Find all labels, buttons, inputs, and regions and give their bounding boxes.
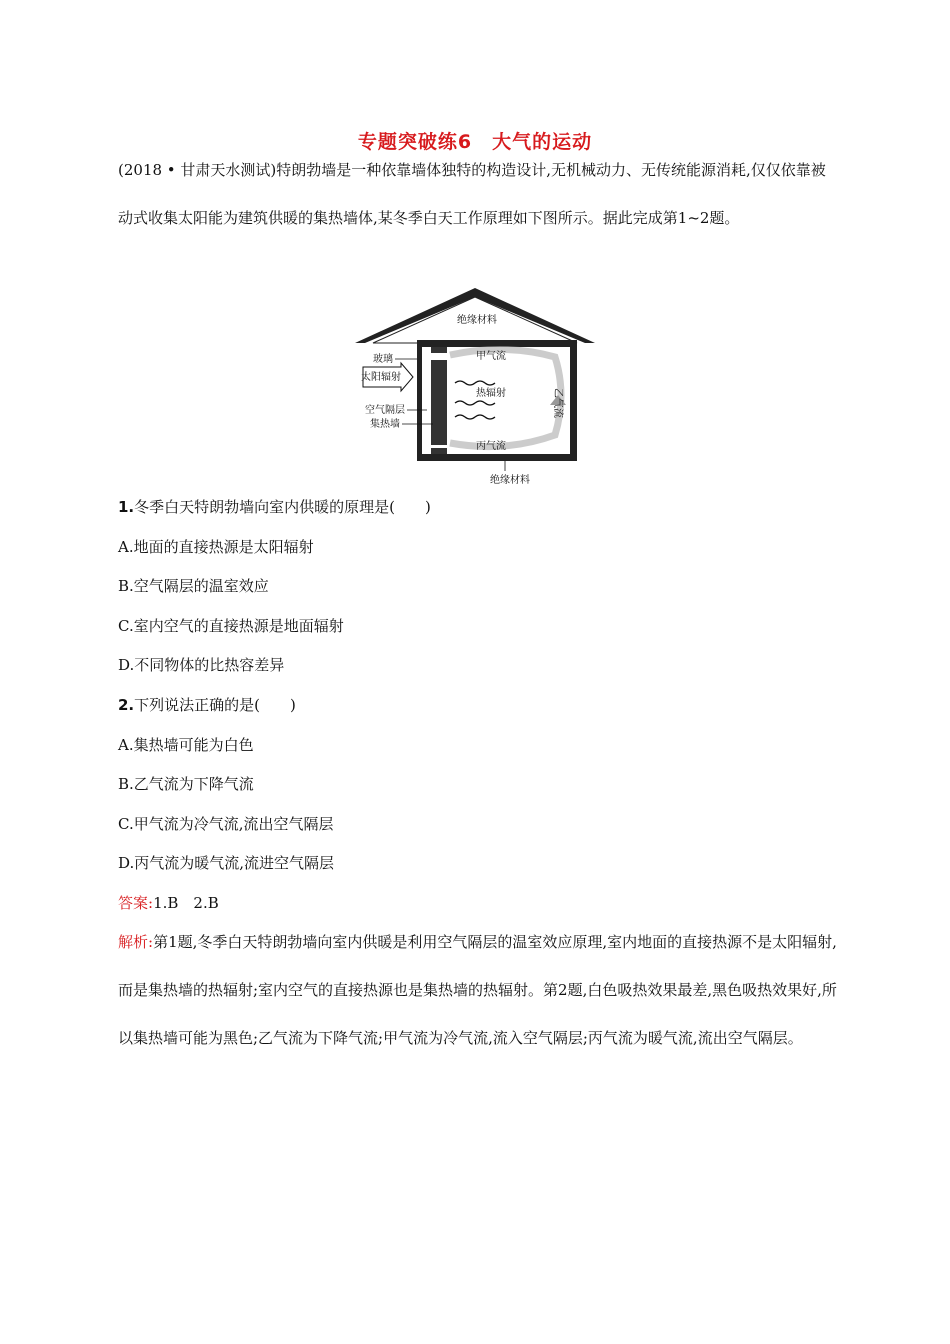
analysis-text: 第1题,冬季白天特朗勃墙向室内供暖是利用空气隔层的温室效应原理,室内地面的直接热源不是太阳辐射,而是集热墙的热辐射;室内空气的直接热源也是集热墙的热辐射。第2题,白色吸热效果最差,黑色吸热效果好,所以集热墙可能为黑色;乙气流为下降气流;甲气流为冷气流,流入空气隔层;丙气流为暖气流,流出空气隔层。 bbox=[118, 933, 837, 1047]
analysis-paragraph bbox=[118, 918, 838, 1062]
question-2-number: 2. bbox=[118, 696, 135, 714]
page-title: 专题突破练6 大气的运动 bbox=[357, 131, 593, 153]
question-1-number: 1. bbox=[118, 498, 135, 516]
right-wall bbox=[570, 340, 577, 461]
top-insulation-label: 绝缘材料 bbox=[457, 315, 497, 326]
floor-insulation bbox=[417, 454, 577, 461]
heat-collecting-wall bbox=[431, 360, 447, 445]
intro-paragraph: (2018 • 甘肃天水测试)特朗勃墙是一种依靠墙体独特的构造设计,无机械动力、无传统能源消耗,仅仅依靠被动式收集太阳能为建筑供暖的集热墙体,某冬季白天工作原理如下图所示。据此完成第1~2题。 bbox=[118, 161, 826, 227]
question-1-option-d: D.不同物体的比热容差异 bbox=[118, 656, 285, 674]
heat-wall-label: 集热墙 bbox=[370, 419, 400, 430]
air-layer-label: 空气隔层 bbox=[365, 405, 405, 416]
ceiling-insulation bbox=[417, 340, 577, 347]
bottom-insulation-label: 绝缘材料 bbox=[490, 475, 530, 486]
answer-label: 答案: bbox=[118, 894, 154, 912]
flow-b-label: 乙气流 bbox=[552, 388, 563, 418]
question-2-option-d: D.丙气流为暖气流,流进空气隔层 bbox=[118, 854, 335, 872]
analysis-label: 解析: bbox=[118, 933, 154, 951]
question-2-option-a: A.集热墙可能为白色 bbox=[118, 736, 254, 754]
trombe-wall-diagram bbox=[355, 285, 595, 490]
question-2 bbox=[118, 694, 296, 715]
answer-line bbox=[118, 892, 219, 913]
solar-radiation-label: 太阳辐射 bbox=[361, 372, 401, 383]
answer-text: 1.B 2.B bbox=[153, 894, 219, 912]
question-1 bbox=[118, 496, 431, 517]
question-1-option-b: B.空气隔层的温室效应 bbox=[118, 577, 269, 595]
question-2-option-b: B.乙气流为下降气流 bbox=[118, 775, 254, 793]
glass-label: 玻璃 bbox=[373, 354, 393, 365]
glass-pane bbox=[417, 340, 422, 461]
question-1-option-c: C.室内空气的直接热源是地面辐射 bbox=[118, 617, 344, 635]
flow-a-label: 甲气流 bbox=[476, 351, 506, 362]
wall-top-vent bbox=[431, 347, 447, 353]
question-1-stem: 冬季白天特朗勃墙向室内供暖的原理是( ) bbox=[134, 498, 431, 516]
flow-c-label: 丙气流 bbox=[476, 441, 506, 452]
heat-radiation-label: 热辐射 bbox=[476, 388, 506, 399]
question-2-stem: 下列说法正确的是( ) bbox=[134, 696, 296, 714]
wall-bottom-vent bbox=[431, 448, 447, 454]
question-1-option-a: A.地面的直接热源是太阳辐射 bbox=[118, 538, 314, 556]
question-2-option-c: C.甲气流为冷气流,流出空气隔层 bbox=[118, 815, 334, 833]
